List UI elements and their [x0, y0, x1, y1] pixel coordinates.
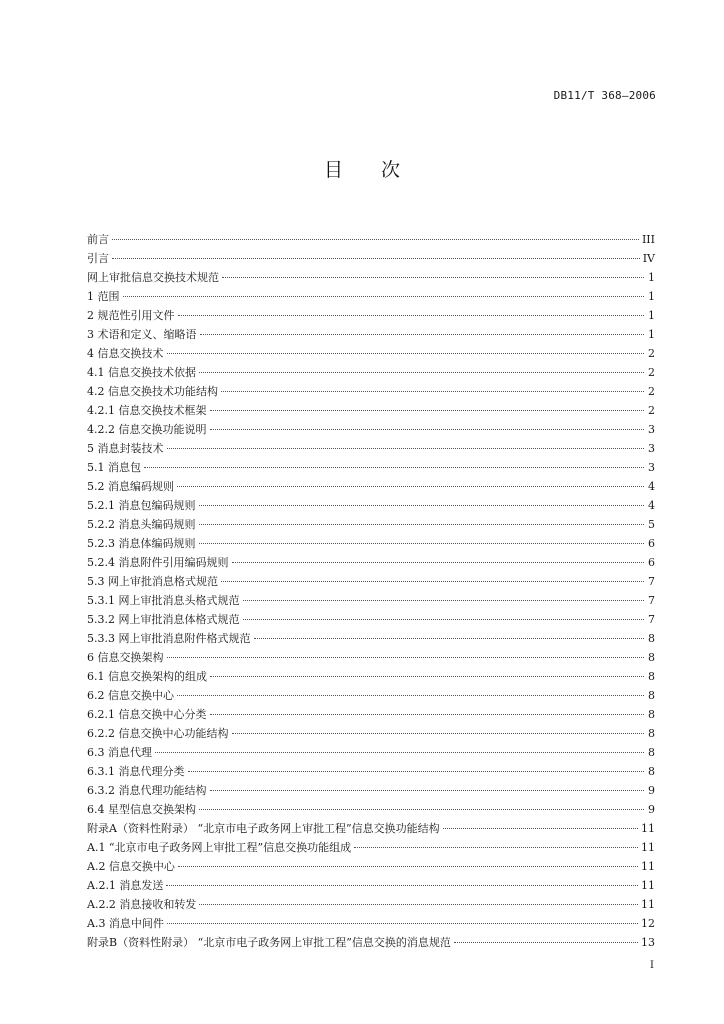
toc-entry-page: 8 [648, 765, 655, 778]
dot-leader [199, 505, 645, 506]
dot-leader [210, 410, 645, 411]
toc-entry[interactable] [87, 382, 655, 401]
toc-entry-page: 12 [641, 917, 655, 930]
toc-entry-page: 11 [641, 860, 655, 873]
toc-entry-label: 5.2.4 消息附件引用编码规则 [87, 556, 229, 569]
toc-entry-page: 9 [648, 784, 655, 797]
toc-entry[interactable] [87, 800, 655, 819]
toc-entry[interactable] [87, 268, 655, 287]
toc-entry-page: 1 [648, 328, 655, 341]
toc-entry-page: 3 [648, 423, 655, 436]
toc-entry[interactable] [87, 724, 655, 743]
dot-leader [177, 486, 644, 487]
toc-entry[interactable] [87, 363, 655, 382]
toc-entry-page: 4 [648, 480, 655, 493]
toc-entry-label: 4.2.1 信息交换技术框架 [87, 404, 207, 417]
toc-entry[interactable] [87, 439, 655, 458]
toc-entry-label: A.2.2 消息接收和转发 [87, 898, 197, 911]
toc-entry[interactable] [87, 819, 655, 838]
toc-entry[interactable] [87, 933, 655, 952]
dot-leader [167, 923, 638, 924]
toc-entry-page: III [641, 233, 655, 246]
toc-entry-label: 6.2.2 信息交换中心功能结构 [87, 727, 229, 740]
dot-leader [177, 695, 644, 696]
table-of-contents [87, 230, 655, 952]
dot-leader [210, 790, 645, 791]
toc-entry[interactable] [87, 401, 655, 420]
toc-entry[interactable] [87, 515, 655, 534]
toc-entry-label: 5.3.3 网上审批消息附件格式规范 [87, 632, 251, 645]
toc-entry-page: 9 [648, 803, 655, 816]
toc-entry-page: 8 [648, 651, 655, 664]
toc-entry-page: 8 [648, 727, 655, 740]
toc-entry[interactable] [87, 496, 655, 515]
toc-entry-page: 8 [648, 689, 655, 702]
toc-entry-page: 6 [648, 556, 655, 569]
toc-entry-label: 5.3 网上审批消息格式规范 [87, 575, 218, 588]
dot-leader [166, 885, 638, 886]
toc-entry-label: 网上审批信息交换技术规范 [87, 271, 219, 284]
toc-entry[interactable] [87, 306, 655, 325]
dot-leader [112, 258, 640, 259]
toc-entry-page: IV [642, 252, 655, 265]
dot-leader [123, 296, 645, 297]
toc-entry[interactable] [87, 325, 655, 344]
toc-entry[interactable] [87, 876, 655, 895]
toc-entry-label: 4.2.2 信息交换功能说明 [87, 423, 207, 436]
toc-entry-page: 11 [641, 822, 655, 835]
toc-entry-page: 1 [648, 290, 655, 303]
toc-entry-label: 5.3.1 网上审批消息头格式规范 [87, 594, 240, 607]
dot-leader [199, 524, 645, 525]
toc-entry[interactable] [87, 610, 655, 629]
dot-leader [210, 714, 645, 715]
toc-entry-label: 6.2 信息交换中心 [87, 689, 174, 702]
toc-entry-page: 7 [648, 575, 655, 588]
dot-leader [199, 543, 645, 544]
toc-entry[interactable] [87, 629, 655, 648]
page-number: I [650, 960, 654, 971]
toc-entry-label: 3 术语和定义、缩略语 [87, 328, 197, 341]
toc-entry[interactable] [87, 249, 655, 268]
toc-entry[interactable] [87, 287, 655, 306]
dot-leader [210, 676, 644, 677]
toc-entry-page: 1 [648, 309, 655, 322]
toc-entry-page: 2 [648, 404, 655, 417]
toc-entry-page: 3 [648, 461, 655, 474]
toc-entry-label: A.1 “北京市电子政务网上审批工程”信息交换功能组成 [87, 841, 352, 854]
dot-leader [188, 771, 645, 772]
dot-leader [199, 904, 638, 905]
toc-entry[interactable] [87, 572, 655, 591]
dot-leader [443, 828, 638, 829]
toc-entry-page: 6 [648, 537, 655, 550]
dot-leader [254, 638, 645, 639]
dot-leader [199, 809, 644, 810]
toc-entry-label: 4.2 信息交换技术功能结构 [87, 385, 218, 398]
toc-entry-label: 5.2.1 消息包编码规则 [87, 499, 196, 512]
dot-leader [243, 600, 645, 601]
toc-entry[interactable] [87, 230, 655, 249]
toc-entry-page: 7 [648, 613, 655, 626]
toc-entry-label: 6.4 星型信息交换架构 [87, 803, 196, 816]
toc-entry-label: A.2 信息交换中心 [87, 860, 175, 873]
toc-entry[interactable] [87, 477, 655, 496]
toc-entry[interactable] [87, 857, 655, 876]
toc-entry-label: 5.2 消息编码规则 [87, 480, 174, 493]
toc-entry-label: A.3 消息中间件 [87, 917, 164, 930]
toc-entry-label: 2 规范性引用文件 [87, 309, 175, 322]
toc-entry[interactable] [87, 344, 655, 363]
toc-entry-label: 6.1 信息交换架构的组成 [87, 670, 207, 683]
toc-entry-label: 5 消息封装技术 [87, 442, 164, 455]
toc-entry-page: 8 [648, 708, 655, 721]
dot-leader [178, 866, 638, 867]
toc-entry-page: 3 [648, 442, 655, 455]
dot-leader [232, 733, 645, 734]
toc-entry-label: 5.2.3 消息体编码规则 [87, 537, 196, 550]
toc-entry[interactable] [87, 781, 655, 800]
toc-entry-label: 1 范围 [87, 290, 120, 303]
toc-entry-page: 11 [641, 879, 655, 892]
toc-entry-label: 5.3.2 网上审批消息体格式规范 [87, 613, 240, 626]
dot-leader [178, 315, 645, 316]
toc-entry[interactable] [87, 420, 655, 439]
toc-entry-label: 5.2.2 消息头编码规则 [87, 518, 196, 531]
toc-entry-label: 4.1 信息交换技术依据 [87, 366, 196, 379]
toc-entry[interactable] [87, 648, 655, 667]
toc-entry[interactable] [87, 743, 655, 762]
dot-leader [243, 619, 645, 620]
toc-entry[interactable] [87, 705, 655, 724]
dot-leader [199, 372, 644, 373]
dot-leader [167, 448, 645, 449]
toc-entry-label: 6.2.1 信息交换中心分类 [87, 708, 207, 721]
toc-entry-label: 前言 [87, 233, 109, 246]
page-title: 目次 [323, 159, 438, 181]
toc-entry-label: 6 信息交换架构 [87, 651, 164, 664]
toc-entry-page: 7 [648, 594, 655, 607]
toc-entry-page: 8 [648, 632, 655, 645]
document-code: DB11/T 368—2006 [553, 89, 656, 102]
dot-leader [210, 429, 645, 430]
toc-entry[interactable] [87, 686, 655, 705]
toc-entry[interactable] [87, 458, 655, 477]
toc-entry[interactable] [87, 762, 655, 781]
toc-entry-page: 5 [648, 518, 655, 531]
toc-entry[interactable] [87, 914, 655, 933]
toc-entry-label: 附录A（资料性附录） “北京市电子政务网上审批工程”信息交换功能结构 [87, 822, 440, 835]
toc-entry-label: 4 信息交换技术 [87, 347, 164, 360]
toc-entry[interactable] [87, 534, 655, 553]
toc-entry[interactable] [87, 667, 655, 686]
toc-entry-label: 5.1 消息包 [87, 461, 141, 474]
toc-entry-page: 1 [648, 271, 655, 284]
toc-entry-label: 6.3 消息代理 [87, 746, 152, 759]
toc-entry-label: 引言 [87, 252, 109, 265]
dot-leader [112, 239, 639, 240]
dot-leader [222, 277, 644, 278]
toc-entry-page: 2 [648, 385, 655, 398]
toc-entry-label: A.2.1 消息发送 [87, 879, 164, 892]
toc-entry-page: 11 [641, 898, 655, 911]
toc-entry-page: 2 [648, 366, 655, 379]
dot-leader [221, 391, 644, 392]
toc-entry-page: 11 [641, 841, 655, 854]
dot-leader [221, 581, 644, 582]
dot-leader [144, 467, 644, 468]
toc-entry-page: 8 [648, 746, 655, 759]
toc-entry[interactable] [87, 591, 655, 610]
dot-leader [200, 334, 645, 335]
toc-entry-label: 6.3.2 消息代理功能结构 [87, 784, 207, 797]
toc-entry-page: 13 [641, 936, 655, 949]
dot-leader [167, 657, 645, 658]
toc-entry-label: 6.3.1 消息代理分类 [87, 765, 185, 778]
toc-entry[interactable] [87, 838, 655, 857]
toc-entry-page: 8 [648, 670, 655, 683]
toc-entry-page: 2 [648, 347, 655, 360]
dot-leader [232, 562, 645, 563]
dot-leader [167, 353, 645, 354]
toc-entry[interactable] [87, 553, 655, 572]
dot-leader [155, 752, 644, 753]
toc-entry[interactable] [87, 895, 655, 914]
toc-entry-label: 附录B（资料性附录） “北京市电子政务网上审批工程”信息交换的消息规范 [87, 936, 451, 949]
toc-entry-page: 4 [648, 499, 655, 512]
dot-leader [454, 942, 638, 943]
dot-leader [354, 847, 638, 848]
